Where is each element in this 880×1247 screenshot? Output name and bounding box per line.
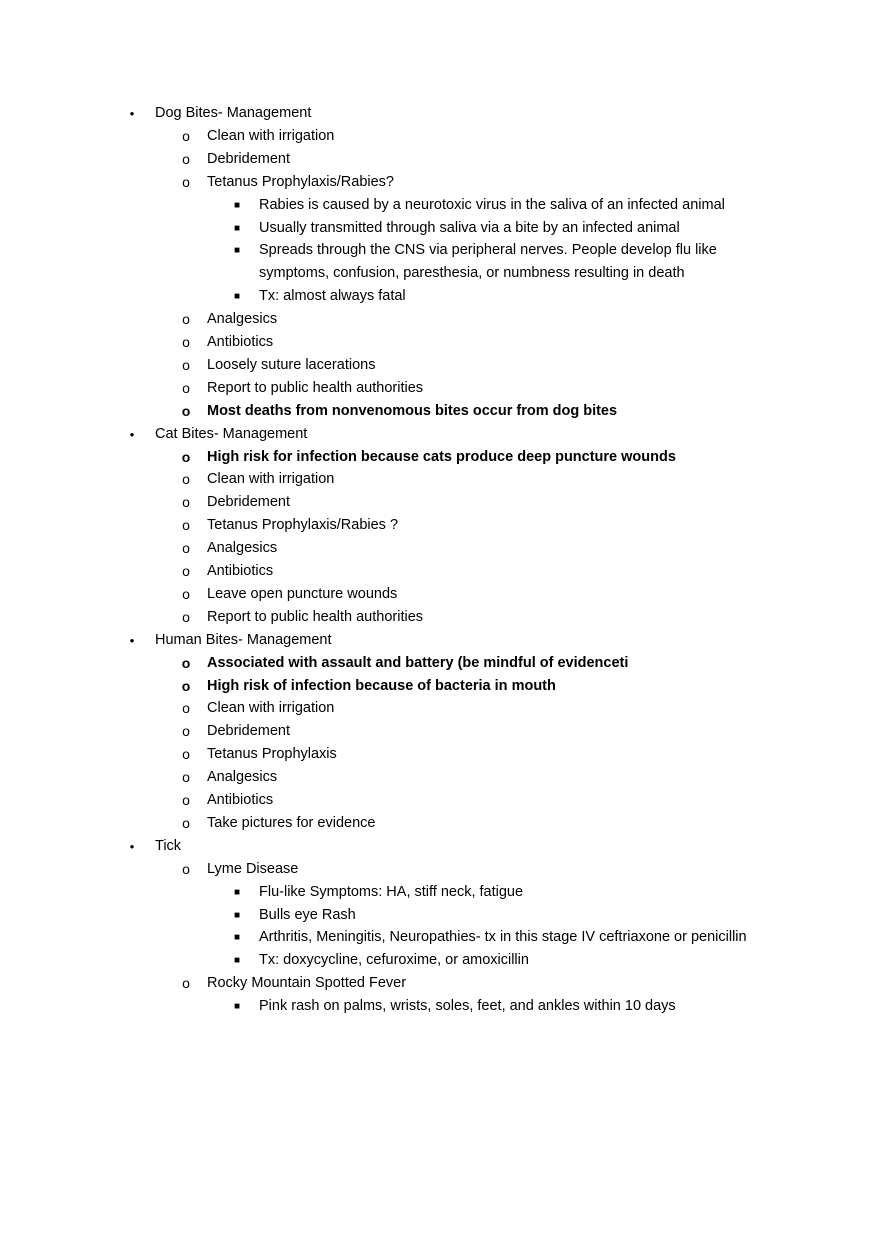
outline-line-text: Tx: doxycycline, cefuroxime, or amoxicillin bbox=[259, 952, 529, 969]
bullet-dot-icon: • bbox=[129, 426, 135, 442]
outline-line-text: Bulls eye Rash bbox=[259, 906, 356, 923]
outline-line-level-2 bbox=[0, 446, 880, 469]
outline-line-text: Analgesics bbox=[207, 311, 278, 328]
bullet-circle-icon: o bbox=[182, 540, 190, 557]
outline-line-level-2 bbox=[0, 354, 880, 377]
outline-line-text: Debridement bbox=[207, 723, 291, 740]
outline-line-text: High risk for infection because cats produce deep puncture wounds bbox=[207, 448, 676, 465]
outline-line-text: Tetanus Prophylaxis bbox=[207, 746, 337, 763]
outline-line-text: Tetanus Prophylaxis/Rabies? bbox=[207, 173, 394, 190]
outline-line-level-2 bbox=[0, 400, 880, 423]
outline-line-text: Flu-like Symptoms: HA, stiff neck, fatigue bbox=[259, 883, 524, 900]
outline-line-text: Human Bites- Management bbox=[155, 631, 332, 648]
outline-line-level-3 bbox=[0, 881, 880, 904]
outline-line-level-3 bbox=[0, 239, 880, 262]
outline-line-level-1 bbox=[0, 629, 880, 652]
outline-line-level-2 bbox=[0, 583, 880, 606]
outline-line-level-3 bbox=[0, 262, 880, 285]
bullet-circle-icon: o bbox=[182, 471, 190, 488]
bullet-circle-icon: o bbox=[182, 517, 190, 534]
outline-line-text: Antibiotics bbox=[207, 563, 274, 579]
outline-line-level-3 bbox=[0, 904, 880, 927]
outline-line-level-2 bbox=[0, 560, 880, 583]
bullet-square-icon: ■ bbox=[233, 932, 241, 944]
outline-line-level-2 bbox=[0, 812, 880, 835]
outline-line-level-2 bbox=[0, 125, 880, 148]
outline-line-level-2 bbox=[0, 789, 880, 812]
outline-line-text: Lyme Disease bbox=[207, 860, 299, 877]
bullet-circle-icon: o bbox=[182, 860, 190, 877]
bullet-square-icon: ■ bbox=[233, 955, 241, 967]
outline-line-text: Report to public health authorities bbox=[207, 608, 424, 625]
outline-line-text: Analgesics bbox=[207, 540, 278, 557]
bullet-square-icon: ■ bbox=[233, 909, 241, 921]
bullet-circle-icon: o bbox=[182, 975, 190, 992]
outline-line-text: High risk of infection because of bacteria in mouth bbox=[207, 677, 556, 694]
bullet-circle-icon: o bbox=[182, 723, 190, 740]
outline-line-level-1 bbox=[0, 102, 880, 125]
outline-line-text: Usually transmitted through saliva via a bite by an infected animal bbox=[259, 219, 680, 236]
bullet-circle-icon: o bbox=[181, 654, 191, 671]
outline-line-text: Rabies is caused by a neurotoxic virus in the saliva of an infected animal bbox=[259, 196, 725, 213]
bullet-circle-icon: o bbox=[181, 448, 191, 465]
bullet-square-icon: ■ bbox=[233, 199, 241, 211]
outline-line-text: Most deaths from nonvenomous bites occur from dog bites bbox=[207, 402, 618, 419]
bullet-circle-icon: o bbox=[182, 150, 190, 167]
outline-line-text: Clean with irrigation bbox=[207, 127, 335, 144]
outline-line-text: Antibiotics bbox=[207, 792, 274, 808]
outline-line-level-2 bbox=[0, 652, 880, 675]
bullet-circle-icon: o bbox=[182, 379, 190, 396]
bullet-square-icon: ■ bbox=[233, 291, 241, 303]
bullet-circle-icon: o bbox=[182, 792, 190, 808]
outline-line-level-2 bbox=[0, 514, 880, 537]
bullet-circle-icon: o bbox=[182, 585, 190, 602]
bullet-circle-icon: o bbox=[182, 356, 190, 373]
bullet-dot-icon: • bbox=[129, 838, 135, 854]
outline-line-level-2 bbox=[0, 858, 880, 881]
outline-line-level-2 bbox=[0, 537, 880, 560]
outline-line-level-2 bbox=[0, 491, 880, 514]
outline-line-level-2 bbox=[0, 148, 880, 171]
bullet-circle-icon: o bbox=[182, 700, 190, 717]
outline-line-level-3 bbox=[0, 949, 880, 972]
bullet-circle-icon: o bbox=[182, 746, 190, 763]
outline-line-level-2 bbox=[0, 743, 880, 766]
outline-line-text: Leave open puncture wounds bbox=[207, 585, 398, 602]
outline-line-text: Report to public health authorities bbox=[207, 379, 424, 396]
outline-line-text: Antibiotics bbox=[207, 334, 274, 350]
bullet-square-icon: ■ bbox=[233, 222, 241, 234]
outline-line-text: Loosely suture lacerations bbox=[207, 356, 376, 373]
outline-line-text: Analgesics bbox=[207, 769, 278, 786]
bullet-dot-icon: • bbox=[129, 632, 135, 648]
bullet-circle-icon: o bbox=[182, 494, 190, 511]
bullet-circle-icon: o bbox=[182, 334, 190, 350]
bullet-circle-icon: o bbox=[181, 677, 191, 694]
bullet-circle-icon: o bbox=[182, 173, 190, 190]
bullet-circle-icon: o bbox=[182, 311, 190, 328]
bullet-square-icon: ■ bbox=[233, 245, 241, 257]
outline-line-text: Tetanus Prophylaxis/Rabies ? bbox=[207, 517, 399, 534]
outline-line-text: Dog Bites- Management bbox=[155, 105, 312, 121]
outline-line-level-2 bbox=[0, 468, 880, 491]
outline-line-text: Tx: almost always fatal bbox=[259, 288, 406, 305]
outline-line-level-1 bbox=[0, 835, 880, 858]
outline-line-level-3 bbox=[0, 926, 880, 949]
bullet-circle-icon: o bbox=[182, 127, 190, 144]
bullet-square-icon: ■ bbox=[233, 886, 241, 898]
outline-line-level-2 bbox=[0, 171, 880, 194]
outline-line-text: Spreads through the CNS via peripheral nerves. People develop flu like bbox=[259, 242, 717, 259]
outline-line-text: Take pictures for evidence bbox=[207, 814, 376, 831]
outline-line-level-2 bbox=[0, 766, 880, 789]
outline-line-level-3 bbox=[0, 217, 880, 240]
bullet-circle-icon: o bbox=[181, 402, 191, 419]
bullet-circle-icon: o bbox=[182, 769, 190, 786]
outline-line-level-2 bbox=[0, 675, 880, 698]
outline-line-text: Debridement bbox=[207, 150, 291, 167]
outline-line-text: Tick bbox=[155, 837, 182, 854]
bullet-square-icon: ■ bbox=[233, 1001, 241, 1013]
bullet-circle-icon: o bbox=[182, 608, 190, 625]
outline-line-text: symptoms, confusion, paresthesia, or numbness resulting in death bbox=[259, 265, 685, 282]
outline-line-text: Rocky Mountain Spotted Fever bbox=[207, 975, 407, 992]
bullet-circle-icon: o bbox=[182, 563, 190, 579]
outline-line-text: Clean with irrigation bbox=[207, 700, 335, 717]
bullet-circle-icon: o bbox=[182, 814, 190, 831]
outline-line-level-2 bbox=[0, 377, 880, 400]
outline-line-text: Debridement bbox=[207, 494, 291, 511]
outline-line-text: Arthritis, Meningitis, Neuropathies- tx in this stage IV ceftriaxone or penicillin bbox=[259, 929, 747, 946]
outline-line-level-1 bbox=[0, 423, 880, 446]
outline-line-text: Pink rash on palms, wrists, soles, feet, and ankles within 10 days bbox=[259, 998, 676, 1015]
outline-line-text: Clean with irrigation bbox=[207, 471, 335, 488]
outline-line-level-2 bbox=[0, 308, 880, 331]
outline-line-level-2 bbox=[0, 720, 880, 743]
outline-line-level-2 bbox=[0, 606, 880, 629]
outline-line-level-2 bbox=[0, 697, 880, 720]
bullet-dot-icon: • bbox=[129, 106, 135, 121]
outline-line-level-3 bbox=[0, 194, 880, 217]
outline-line-text: Associated with assault and battery (be mindful of evidenceti bbox=[207, 654, 629, 671]
outline-line-text: Cat Bites- Management bbox=[155, 425, 308, 442]
outline-line-level-3 bbox=[0, 285, 880, 308]
outline-line-level-2 bbox=[0, 331, 880, 354]
outline-line-level-3 bbox=[0, 995, 880, 1018]
outline-line-level-2 bbox=[0, 972, 880, 995]
